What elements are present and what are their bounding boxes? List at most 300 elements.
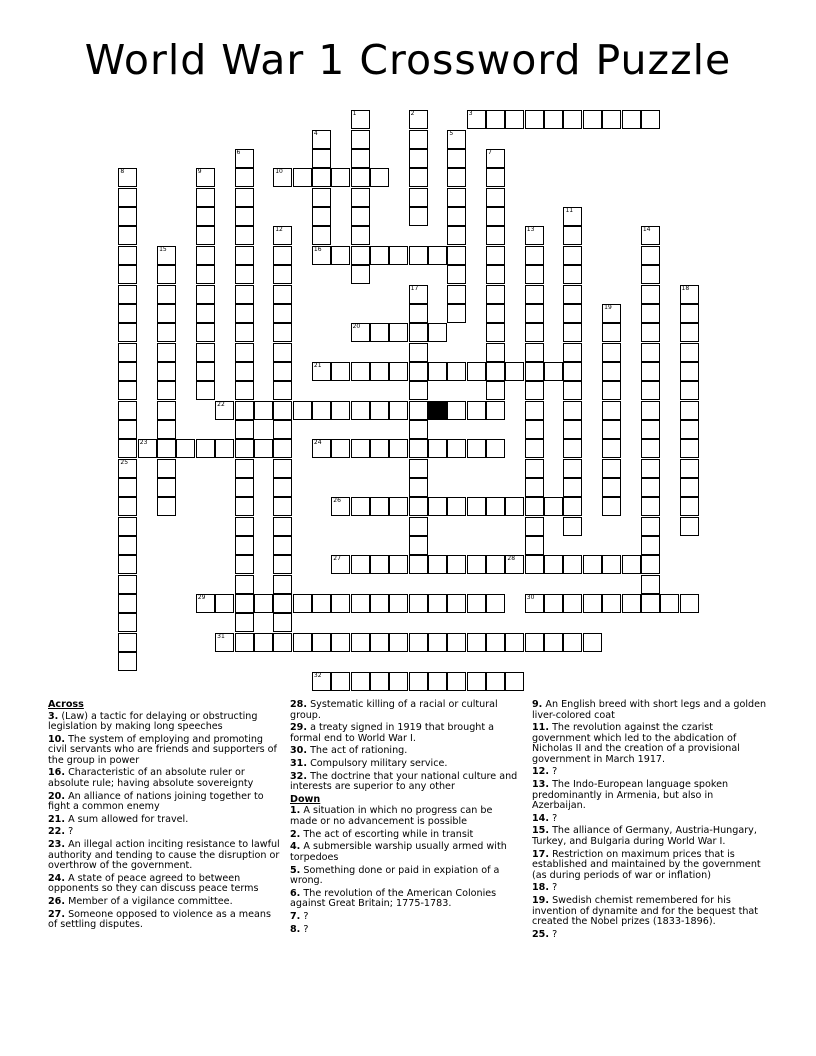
grid-cell[interactable]: [118, 323, 137, 342]
grid-cell[interactable]: [118, 594, 137, 613]
grid-cell[interactable]: [389, 497, 408, 516]
grid-cell[interactable]: [486, 672, 505, 691]
grid-cell[interactable]: [525, 110, 544, 129]
grid-cell[interactable]: [525, 265, 544, 284]
grid-cell[interactable]: [583, 633, 602, 652]
grid-cell[interactable]: [235, 420, 254, 439]
grid-cell[interactable]: [273, 420, 292, 439]
grid-cell[interactable]: [409, 420, 428, 439]
grid-cell[interactable]: [563, 517, 582, 536]
grid-cell[interactable]: [486, 285, 505, 304]
grid-cell[interactable]: [602, 323, 621, 342]
grid-cell[interactable]: [409, 517, 428, 536]
grid-cell[interactable]: [563, 323, 582, 342]
grid-cell[interactable]: [602, 497, 621, 516]
grid-cell[interactable]: [118, 497, 137, 516]
grid-cell[interactable]: [235, 555, 254, 574]
grid-cell[interactable]: [486, 265, 505, 284]
grid-cell[interactable]: [505, 672, 524, 691]
grid-cell[interactable]: [680, 459, 699, 478]
grid-cell[interactable]: [293, 401, 312, 420]
grid-cell[interactable]: [273, 555, 292, 574]
grid-cell[interactable]: [583, 594, 602, 613]
grid-cell[interactable]: [563, 265, 582, 284]
grid-cell[interactable]: [273, 304, 292, 323]
grid-cell[interactable]: [409, 362, 428, 381]
grid-cell[interactable]: [525, 401, 544, 420]
grid-cell[interactable]: [331, 594, 350, 613]
grid-cell[interactable]: [641, 536, 660, 555]
grid-cell[interactable]: [641, 459, 660, 478]
grid-cell[interactable]: [563, 207, 582, 226]
grid-cell[interactable]: [544, 594, 563, 613]
grid-cell[interactable]: [389, 672, 408, 691]
grid-cell[interactable]: [602, 110, 621, 129]
grid-cell[interactable]: [563, 555, 582, 574]
grid-cell[interactable]: [235, 478, 254, 497]
grid-cell[interactable]: [118, 517, 137, 536]
grid-cell[interactable]: [157, 381, 176, 400]
grid-cell[interactable]: [641, 594, 660, 613]
grid-cell[interactable]: [641, 285, 660, 304]
grid-cell[interactable]: [505, 555, 524, 574]
grid-cell[interactable]: [680, 285, 699, 304]
grid-cell[interactable]: [447, 149, 466, 168]
grid-cell[interactable]: [641, 246, 660, 265]
grid-cell[interactable]: [680, 439, 699, 458]
grid-cell[interactable]: [118, 304, 137, 323]
grid-cell[interactable]: [389, 246, 408, 265]
grid-cell[interactable]: [157, 304, 176, 323]
grid-cell[interactable]: [641, 439, 660, 458]
grid-cell[interactable]: [235, 149, 254, 168]
grid-cell[interactable]: [176, 439, 195, 458]
grid-cell[interactable]: [447, 439, 466, 458]
grid-cell[interactable]: [273, 265, 292, 284]
grid-cell[interactable]: [157, 497, 176, 516]
grid-cell[interactable]: [215, 594, 234, 613]
grid-cell[interactable]: [622, 555, 641, 574]
grid-cell[interactable]: [235, 246, 254, 265]
grid-cell[interactable]: [118, 401, 137, 420]
grid-cell[interactable]: [486, 439, 505, 458]
grid-cell[interactable]: [196, 285, 215, 304]
grid-cell[interactable]: [235, 207, 254, 226]
grid-cell[interactable]: [447, 401, 466, 420]
grid-cell[interactable]: [370, 362, 389, 381]
grid-cell[interactable]: [409, 672, 428, 691]
grid-cell[interactable]: [235, 381, 254, 400]
grid-cell[interactable]: [563, 420, 582, 439]
grid-cell[interactable]: [235, 633, 254, 652]
grid-cell[interactable]: [680, 323, 699, 342]
grid-cell[interactable]: [273, 362, 292, 381]
grid-cell[interactable]: [118, 226, 137, 245]
grid-cell[interactable]: [254, 439, 273, 458]
grid-cell[interactable]: [157, 439, 176, 458]
grid-cell[interactable]: [409, 401, 428, 420]
grid-cell[interactable]: [467, 401, 486, 420]
grid-cell[interactable]: [409, 594, 428, 613]
grid-cell[interactable]: [409, 555, 428, 574]
grid-cell[interactable]: [602, 304, 621, 323]
grid-cell[interactable]: [525, 420, 544, 439]
grid-cell[interactable]: [447, 168, 466, 187]
grid-cell[interactable]: [680, 381, 699, 400]
grid-cell[interactable]: [235, 226, 254, 245]
grid-cell[interactable]: [486, 323, 505, 342]
grid-cell[interactable]: [544, 110, 563, 129]
grid-cell[interactable]: [312, 594, 331, 613]
grid-cell[interactable]: [157, 401, 176, 420]
grid-cell[interactable]: [196, 168, 215, 187]
grid-cell[interactable]: [235, 594, 254, 613]
grid-cell[interactable]: [254, 401, 273, 420]
grid-cell[interactable]: [273, 285, 292, 304]
grid-cell[interactable]: [602, 420, 621, 439]
grid-cell[interactable]: [118, 246, 137, 265]
grid-cell[interactable]: [486, 110, 505, 129]
grid-cell[interactable]: [447, 285, 466, 304]
grid-cell[interactable]: [351, 439, 370, 458]
grid-cell[interactable]: [563, 304, 582, 323]
grid-cell[interactable]: [447, 226, 466, 245]
grid-cell[interactable]: [273, 575, 292, 594]
grid-cell[interactable]: [293, 168, 312, 187]
grid-cell[interactable]: [351, 362, 370, 381]
grid-cell[interactable]: [505, 110, 524, 129]
grid-cell[interactable]: [312, 401, 331, 420]
grid-cell[interactable]: [235, 517, 254, 536]
grid-cell[interactable]: [409, 536, 428, 555]
grid-cell[interactable]: [563, 246, 582, 265]
grid-cell[interactable]: [563, 362, 582, 381]
grid-cell[interactable]: [351, 130, 370, 149]
grid-cell[interactable]: [486, 188, 505, 207]
grid-cell[interactable]: [428, 633, 447, 652]
grid-cell[interactable]: [525, 459, 544, 478]
grid-cell[interactable]: [351, 168, 370, 187]
grid-cell[interactable]: [273, 168, 292, 187]
grid-cell[interactable]: [467, 110, 486, 129]
grid-cell[interactable]: [273, 401, 292, 420]
grid-cell[interactable]: [235, 459, 254, 478]
grid-cell[interactable]: [447, 265, 466, 284]
grid-cell[interactable]: [293, 594, 312, 613]
grid-cell[interactable]: [467, 672, 486, 691]
grid-cell[interactable]: [273, 633, 292, 652]
grid-cell[interactable]: [273, 478, 292, 497]
grid-cell[interactable]: [273, 594, 292, 613]
grid-cell[interactable]: [525, 517, 544, 536]
grid-cell[interactable]: [370, 168, 389, 187]
grid-cell[interactable]: [602, 594, 621, 613]
grid-cell[interactable]: [351, 594, 370, 613]
grid-cell[interactable]: [486, 362, 505, 381]
grid-cell[interactable]: [447, 188, 466, 207]
grid-cell[interactable]: [486, 343, 505, 362]
grid-cell[interactable]: [273, 246, 292, 265]
grid-cell[interactable]: [235, 439, 254, 458]
grid-cell[interactable]: [331, 672, 350, 691]
grid-cell[interactable]: [447, 362, 466, 381]
grid-cell[interactable]: [602, 439, 621, 458]
grid-cell[interactable]: [312, 633, 331, 652]
grid-cell[interactable]: [312, 246, 331, 265]
grid-cell[interactable]: [525, 343, 544, 362]
grid-cell[interactable]: [273, 439, 292, 458]
grid-cell[interactable]: [409, 246, 428, 265]
grid-cell[interactable]: [331, 497, 350, 516]
grid-cell[interactable]: [235, 536, 254, 555]
grid-cell[interactable]: [680, 304, 699, 323]
grid-cell[interactable]: [486, 207, 505, 226]
grid-cell[interactable]: [602, 381, 621, 400]
grid-cell[interactable]: [196, 304, 215, 323]
grid-cell[interactable]: [505, 362, 524, 381]
grid-cell[interactable]: [370, 633, 389, 652]
grid-cell[interactable]: [215, 401, 234, 420]
grid-cell[interactable]: [351, 265, 370, 284]
grid-cell[interactable]: [273, 497, 292, 516]
grid-cell[interactable]: [370, 497, 389, 516]
grid-cell[interactable]: [641, 401, 660, 420]
grid-cell[interactable]: [680, 401, 699, 420]
grid-cell[interactable]: [351, 497, 370, 516]
grid-cell[interactable]: [370, 246, 389, 265]
grid-cell[interactable]: [525, 497, 544, 516]
grid-cell[interactable]: [447, 594, 466, 613]
grid-cell[interactable]: [563, 459, 582, 478]
grid-cell[interactable]: [118, 168, 137, 187]
grid-cell[interactable]: [680, 517, 699, 536]
grid-cell[interactable]: [235, 362, 254, 381]
grid-cell[interactable]: [118, 613, 137, 632]
grid-cell[interactable]: [312, 188, 331, 207]
grid-cell[interactable]: [351, 207, 370, 226]
grid-cell[interactable]: [525, 246, 544, 265]
grid-cell[interactable]: [351, 555, 370, 574]
grid-cell[interactable]: [641, 555, 660, 574]
grid-cell[interactable]: [118, 652, 137, 671]
grid-cell[interactable]: [641, 575, 660, 594]
grid-cell[interactable]: [680, 420, 699, 439]
grid-cell[interactable]: [351, 149, 370, 168]
grid-cell[interactable]: [680, 343, 699, 362]
grid-cell[interactable]: [525, 555, 544, 574]
grid-cell[interactable]: [351, 633, 370, 652]
grid-cell[interactable]: [486, 555, 505, 574]
grid-cell[interactable]: [331, 401, 350, 420]
grid-cell[interactable]: [428, 672, 447, 691]
grid-cell[interactable]: [273, 381, 292, 400]
grid-cell[interactable]: [680, 594, 699, 613]
grid-cell[interactable]: [563, 497, 582, 516]
grid-cell[interactable]: [254, 633, 273, 652]
grid-cell[interactable]: [312, 168, 331, 187]
grid-cell[interactable]: [467, 633, 486, 652]
grid-cell[interactable]: [428, 362, 447, 381]
grid-cell[interactable]: [273, 343, 292, 362]
grid-cell[interactable]: [428, 594, 447, 613]
grid-cell[interactable]: [157, 420, 176, 439]
grid-cell[interactable]: [351, 226, 370, 245]
grid-cell[interactable]: [157, 343, 176, 362]
grid-cell[interactable]: [602, 459, 621, 478]
grid-cell[interactable]: [235, 304, 254, 323]
grid-cell[interactable]: [447, 633, 466, 652]
grid-cell[interactable]: [157, 285, 176, 304]
grid-cell[interactable]: [641, 420, 660, 439]
grid-cell[interactable]: [235, 401, 254, 420]
grid-cell[interactable]: [428, 439, 447, 458]
grid-cell[interactable]: [235, 168, 254, 187]
grid-cell[interactable]: [331, 168, 350, 187]
grid-cell[interactable]: [641, 226, 660, 245]
grid-cell[interactable]: [235, 575, 254, 594]
grid-cell[interactable]: [641, 497, 660, 516]
grid-cell[interactable]: [447, 246, 466, 265]
grid-cell[interactable]: [563, 401, 582, 420]
grid-cell[interactable]: [467, 555, 486, 574]
grid-cell[interactable]: [351, 323, 370, 342]
grid-cell[interactable]: [351, 188, 370, 207]
grid-cell[interactable]: [196, 323, 215, 342]
grid-cell[interactable]: [273, 517, 292, 536]
grid-cell[interactable]: [622, 110, 641, 129]
grid-cell[interactable]: [389, 401, 408, 420]
grid-cell[interactable]: [409, 343, 428, 362]
grid-cell[interactable]: [196, 226, 215, 245]
grid-cell[interactable]: [447, 672, 466, 691]
grid-cell[interactable]: [428, 555, 447, 574]
grid-cell[interactable]: [409, 497, 428, 516]
grid-cell[interactable]: [563, 226, 582, 245]
grid-cell[interactable]: [428, 323, 447, 342]
grid-cell[interactable]: [602, 555, 621, 574]
grid-cell[interactable]: [389, 323, 408, 342]
grid-cell[interactable]: [370, 672, 389, 691]
grid-cell[interactable]: [409, 285, 428, 304]
grid-cell[interactable]: [157, 323, 176, 342]
grid-cell[interactable]: [544, 555, 563, 574]
grid-cell[interactable]: [118, 381, 137, 400]
grid-cell[interactable]: [235, 323, 254, 342]
grid-cell[interactable]: [563, 343, 582, 362]
grid-cell[interactable]: [428, 246, 447, 265]
grid-cell[interactable]: [118, 207, 137, 226]
grid-cell[interactable]: [525, 323, 544, 342]
grid-cell[interactable]: [118, 439, 137, 458]
grid-cell[interactable]: [525, 536, 544, 555]
grid-cell[interactable]: [544, 497, 563, 516]
grid-cell[interactable]: [660, 594, 679, 613]
grid-cell[interactable]: [680, 478, 699, 497]
grid-cell[interactable]: [641, 381, 660, 400]
grid-cell[interactable]: [389, 362, 408, 381]
grid-cell[interactable]: [370, 323, 389, 342]
grid-cell[interactable]: [312, 207, 331, 226]
grid-cell[interactable]: [505, 497, 524, 516]
grid-cell[interactable]: [486, 246, 505, 265]
grid-cell[interactable]: [138, 439, 157, 458]
grid-cell[interactable]: [525, 478, 544, 497]
grid-cell[interactable]: [602, 401, 621, 420]
grid-cell[interactable]: [583, 555, 602, 574]
grid-cell[interactable]: [486, 401, 505, 420]
grid-cell[interactable]: [602, 478, 621, 497]
grid-cell[interactable]: [641, 265, 660, 284]
grid-cell[interactable]: [563, 110, 582, 129]
grid-cell[interactable]: [447, 555, 466, 574]
grid-cell[interactable]: [235, 343, 254, 362]
grid-cell[interactable]: [525, 381, 544, 400]
grid-cell[interactable]: [331, 362, 350, 381]
grid-cell[interactable]: [486, 497, 505, 516]
grid-cell[interactable]: [351, 672, 370, 691]
grid-cell[interactable]: [602, 343, 621, 362]
grid-cell[interactable]: [118, 265, 137, 284]
grid-cell[interactable]: [235, 285, 254, 304]
grid-cell[interactable]: [157, 246, 176, 265]
grid-cell[interactable]: [525, 594, 544, 613]
grid-cell[interactable]: [505, 633, 524, 652]
grid-cell[interactable]: [563, 478, 582, 497]
grid-cell[interactable]: [235, 497, 254, 516]
grid-cell[interactable]: [486, 226, 505, 245]
grid-cell[interactable]: [331, 555, 350, 574]
grid-cell[interactable]: [641, 343, 660, 362]
grid-cell[interactable]: [641, 110, 660, 129]
grid-cell[interactable]: [196, 381, 215, 400]
grid-cell[interactable]: [525, 633, 544, 652]
grid-cell[interactable]: [525, 285, 544, 304]
grid-cell[interactable]: [563, 439, 582, 458]
grid-cell[interactable]: [157, 265, 176, 284]
grid-cell[interactable]: [293, 633, 312, 652]
grid-cell[interactable]: [409, 478, 428, 497]
grid-cell[interactable]: [467, 439, 486, 458]
grid-cell[interactable]: [118, 555, 137, 574]
grid-cell[interactable]: [118, 420, 137, 439]
grid-cell[interactable]: [273, 323, 292, 342]
grid-cell[interactable]: [447, 304, 466, 323]
grid-cell[interactable]: [409, 130, 428, 149]
grid-cell[interactable]: [563, 381, 582, 400]
grid-cell[interactable]: [196, 362, 215, 381]
grid-cell[interactable]: [370, 594, 389, 613]
grid-cell[interactable]: [409, 207, 428, 226]
grid-cell[interactable]: [428, 497, 447, 516]
grid-cell[interactable]: [235, 613, 254, 632]
grid-cell[interactable]: [118, 575, 137, 594]
grid-cell[interactable]: [196, 246, 215, 265]
grid-cell[interactable]: [409, 168, 428, 187]
grid-cell[interactable]: [118, 459, 137, 478]
grid-cell[interactable]: [409, 381, 428, 400]
grid-cell[interactable]: [196, 207, 215, 226]
grid-cell[interactable]: [273, 613, 292, 632]
grid-cell[interactable]: [486, 633, 505, 652]
grid-cell[interactable]: [563, 594, 582, 613]
grid-cell[interactable]: [196, 343, 215, 362]
grid-cell[interactable]: [273, 226, 292, 245]
grid-cell[interactable]: [447, 130, 466, 149]
grid-cell[interactable]: [215, 439, 234, 458]
grid-cell[interactable]: [235, 265, 254, 284]
grid-cell[interactable]: [447, 207, 466, 226]
grid-cell[interactable]: [351, 246, 370, 265]
